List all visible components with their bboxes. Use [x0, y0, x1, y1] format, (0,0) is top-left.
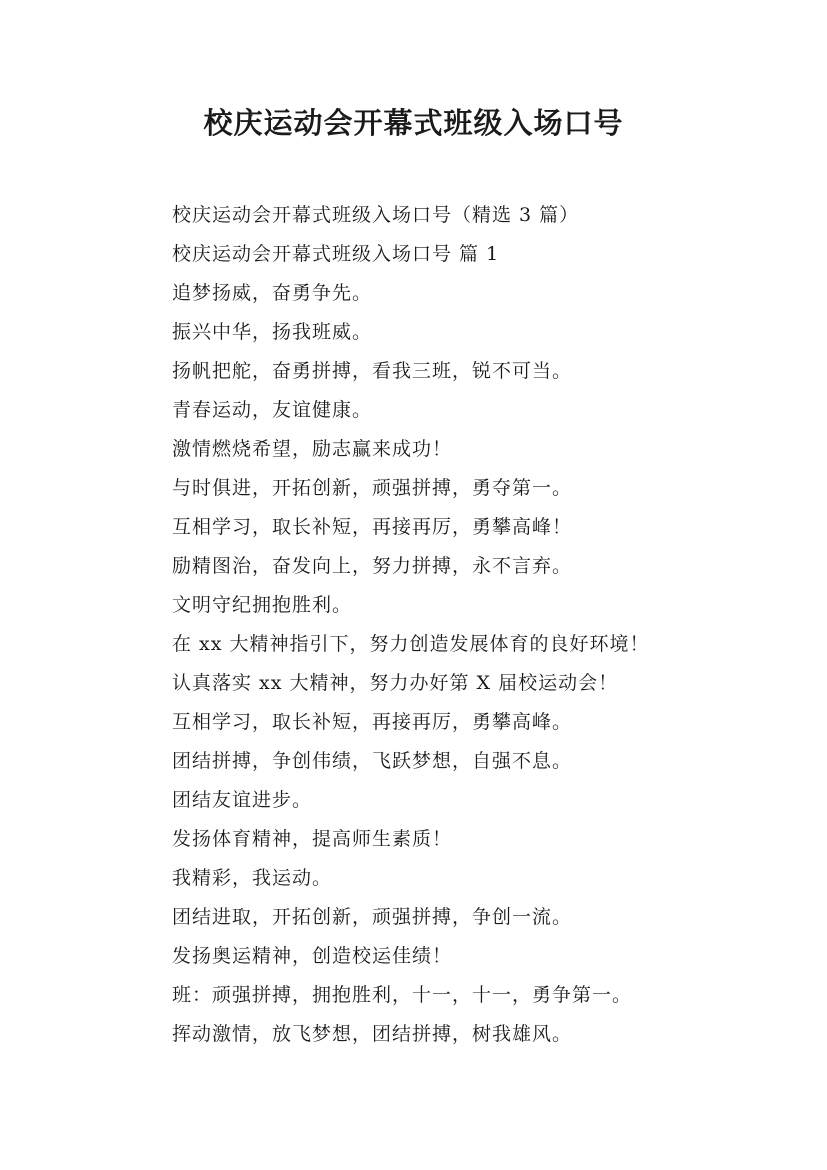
slogan-line: 团结拼搏，争创伟绩，飞跃梦想，自强不息。 — [172, 750, 573, 772]
slogan-line: 青春运动，友谊健康。 — [172, 399, 373, 421]
slogan-line: 在 xx 大精神指引下，努力创造发展体育的良好环境！ — [172, 633, 650, 655]
slogan-line: 互相学习，取长补短，再接再厉，勇攀高峰！ — [172, 516, 573, 538]
section-heading: 校庆运动会开幕式班级入场口号 篇 1 — [172, 243, 500, 265]
slogan-line: 振兴中华，扬我班威。 — [172, 321, 373, 343]
slogan-line: 发扬奥运精神，创造校运佳绩！ — [172, 945, 453, 967]
slogan-line: 文明守纪拥抱胜利。 — [172, 594, 353, 616]
slogan-line: 班：顽强拼搏，拥抱胜利，十一，十一，勇争第一。 — [172, 984, 633, 1006]
slogan-line: 团结进取，开拓创新，顽强拼搏，争创一流。 — [172, 906, 573, 928]
slogan-line: 挥动激情，放飞梦想，团结拼搏，树我雄风。 — [172, 1023, 573, 1045]
slogan-list — [172, 196, 792, 1054]
slogan-line: 我精彩，我运动。 — [172, 867, 333, 889]
slogan-line: 团结友谊进步。 — [172, 789, 313, 811]
slogan-line: 发扬体育精神，提高师生素质！ — [172, 828, 453, 850]
slogan-line: 追梦扬威，奋勇争先。 — [172, 282, 373, 304]
slogan-line: 激情燃烧希望，励志赢来成功！ — [172, 438, 453, 460]
slogan-line: 扬帆把舵，奋勇拼搏，看我三班，锐不可当。 — [172, 360, 573, 382]
slogan-line: 认真落实 xx 大精神，努力办好第 X 届校运动会！ — [172, 672, 619, 694]
slogan-line: 励精图治，奋发向上，努力拼搏，永不言弃。 — [172, 555, 573, 577]
document-subtitle: 校庆运动会开幕式班级入场口号（精选 3 篇） — [172, 204, 580, 226]
document-title: 校庆运动会开幕式班级入场口号 — [203, 106, 624, 140]
slogan-line: 与时俱进，开拓创新，顽强拼搏，勇夺第一。 — [172, 477, 573, 499]
slogan-line: 互相学习，取长补短，再接再厉，勇攀高峰。 — [172, 711, 573, 733]
